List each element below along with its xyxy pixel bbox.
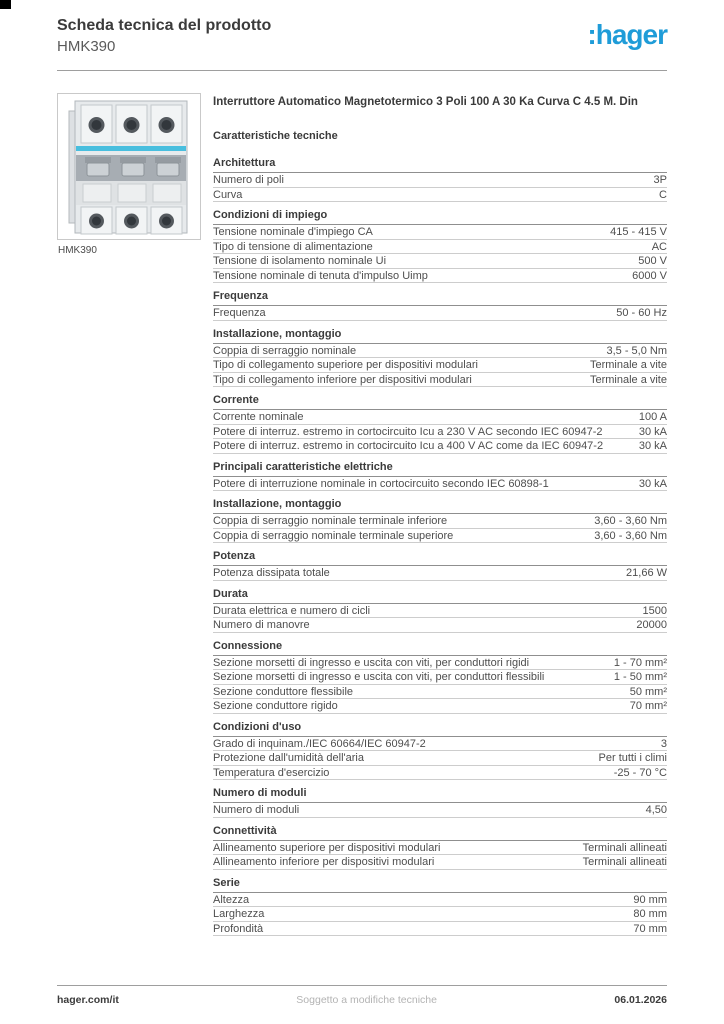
product-code: HMK390 bbox=[57, 38, 116, 55]
spec-value: 70 mm bbox=[633, 922, 667, 935]
spec-label: Grado di inquinam./IEC 60664/IEC 60947-2 bbox=[213, 737, 426, 750]
spec-label: Numero di manovre bbox=[213, 619, 310, 631]
spec-row bbox=[213, 344, 667, 359]
spec-label: Curva bbox=[213, 188, 243, 201]
section-heading: Architettura bbox=[213, 158, 667, 173]
section-heading: Installazione, montaggio bbox=[213, 329, 667, 344]
spec-row bbox=[213, 529, 667, 544]
spec-label: Corrente nominale bbox=[213, 411, 304, 423]
spec-value: 415 - 415 V bbox=[610, 226, 667, 238]
section-heading: Durata bbox=[213, 589, 667, 604]
corner-mark bbox=[0, 0, 11, 9]
spec-row bbox=[213, 514, 667, 529]
spec-row bbox=[213, 751, 667, 766]
spec-row bbox=[213, 685, 667, 700]
product-image bbox=[57, 93, 201, 240]
spec-label: Larghezza bbox=[213, 908, 265, 920]
spec-label: Coppia di serraggio nominale terminale inferiore bbox=[213, 515, 448, 527]
spec-label: Tipo di tensione di alimentazione bbox=[213, 240, 373, 253]
spec-value: 1500 bbox=[642, 604, 667, 617]
spec-value: C bbox=[659, 188, 667, 201]
spec-row bbox=[213, 737, 667, 752]
header-divider bbox=[57, 70, 667, 71]
spec-row bbox=[213, 254, 667, 269]
spec-row bbox=[213, 477, 667, 492]
spec-value: 30 kA bbox=[638, 425, 667, 438]
spec-value: AC bbox=[651, 240, 667, 253]
spec-value: Terminali allineati bbox=[582, 841, 667, 854]
spec-section bbox=[213, 395, 667, 454]
spec-row bbox=[213, 699, 667, 714]
spec-label: Numero di moduli bbox=[213, 804, 300, 816]
spec-value: Terminale a vite bbox=[589, 373, 667, 386]
section-heading: Serie bbox=[213, 878, 667, 893]
spec-row bbox=[213, 306, 667, 321]
spec-label: Coppia di serraggio nominale bbox=[213, 344, 357, 357]
spec-value: 80 mm bbox=[633, 908, 667, 920]
section-heading: Condizioni di impiego bbox=[213, 210, 667, 225]
spec-value: 500 V bbox=[638, 255, 667, 267]
spec-section bbox=[213, 551, 667, 581]
circuit-breaker-illustration bbox=[59, 95, 199, 238]
spec-row bbox=[213, 188, 667, 203]
spec-label: Altezza bbox=[213, 893, 250, 906]
spec-value: 3P bbox=[653, 174, 667, 186]
spec-value: 1 - 70 mm² bbox=[613, 656, 667, 669]
spec-value: 6000 V bbox=[632, 269, 667, 282]
page-footer bbox=[57, 985, 667, 1006]
spec-label: Sezione morsetti di ingresso e uscita con viti, per conduttori rigidi bbox=[213, 656, 530, 669]
spec-row bbox=[213, 803, 667, 818]
spec-row bbox=[213, 566, 667, 581]
spec-label: Protezione dall'umidità dell'aria bbox=[213, 752, 364, 764]
spec-row bbox=[213, 358, 667, 373]
footer-date: 06.01.2026 bbox=[614, 994, 667, 1006]
spec-section bbox=[213, 462, 667, 492]
spec-label: Temperatura d'esercizio bbox=[213, 766, 330, 779]
spec-section bbox=[213, 210, 667, 283]
spec-section bbox=[213, 826, 667, 870]
hager-logo: :hager bbox=[587, 19, 667, 50]
spec-label: Tensione di isolamento nominale Ui bbox=[213, 255, 387, 267]
spec-label: Allineamento superiore per dispositivi modulari bbox=[213, 841, 441, 854]
section-heading: Condizioni d'uso bbox=[213, 722, 667, 737]
spec-section bbox=[213, 722, 667, 781]
spec-content bbox=[213, 95, 667, 944]
spec-label: Potere di interruz. estremo in cortocircuito Icu a 230 V AC secondo IEC 60947-2 bbox=[213, 425, 603, 438]
spec-value: 50 mm² bbox=[629, 685, 667, 698]
spec-value: 4,50 bbox=[645, 804, 667, 816]
spec-label: Tipo di collegamento inferiore per dispositivi modulari bbox=[213, 373, 472, 386]
spec-label: Sezione conduttore flessibile bbox=[213, 685, 354, 698]
spec-value: 70 mm² bbox=[629, 700, 667, 712]
spec-value: 21,66 W bbox=[626, 567, 667, 579]
spec-label: Tipo di collegamento superiore per dispositivi modulari bbox=[213, 359, 478, 371]
spec-row bbox=[213, 766, 667, 781]
section-heading: Principali caratteristiche elettriche bbox=[213, 462, 667, 477]
spec-section bbox=[213, 641, 667, 714]
spec-row bbox=[213, 922, 667, 937]
spec-value: 30 kA bbox=[638, 477, 667, 490]
spec-label: Potere di interruz. estremo in cortocircuito Icu a 400 V AC come da IEC 60947-2 bbox=[213, 440, 604, 452]
section-heading: Frequenza bbox=[213, 291, 667, 306]
spec-section bbox=[213, 878, 667, 937]
spec-row bbox=[213, 225, 667, 240]
spec-label: Numero di poli bbox=[213, 174, 284, 186]
page-header bbox=[57, 16, 667, 56]
spec-row bbox=[213, 893, 667, 908]
spec-value: 20000 bbox=[636, 619, 667, 631]
footer-website: hager.com/it bbox=[57, 994, 119, 1006]
spec-label: Durata elettrica e numero di cicli bbox=[213, 604, 371, 617]
spec-value: 50 - 60 Hz bbox=[616, 307, 667, 319]
spec-row bbox=[213, 373, 667, 388]
spec-row bbox=[213, 604, 667, 619]
spec-label: Allineamento inferiore per dispositivi modulari bbox=[213, 856, 435, 868]
spec-sections bbox=[213, 158, 667, 936]
spec-value: -25 - 70 °C bbox=[613, 766, 667, 779]
spec-label: Sezione morsetti di ingresso e uscita con viti, per conduttori flessibili bbox=[213, 671, 545, 683]
spec-value: 3,60 - 3,60 Nm bbox=[594, 529, 667, 542]
spec-label: Profondità bbox=[213, 922, 264, 935]
tech-characteristics-heading: Caratteristiche tecniche bbox=[213, 130, 338, 142]
spec-row bbox=[213, 410, 667, 425]
spec-row bbox=[213, 425, 667, 440]
section-heading: Connessione bbox=[213, 641, 667, 656]
section-heading: Potenza bbox=[213, 551, 667, 566]
spec-row bbox=[213, 439, 667, 454]
spec-value: 100 A bbox=[638, 411, 667, 423]
spec-value: 3,5 - 5,0 Nm bbox=[606, 344, 667, 357]
spec-section bbox=[213, 291, 667, 321]
section-heading: Numero di moduli bbox=[213, 788, 667, 803]
spec-label: Sezione conduttore rigido bbox=[213, 700, 338, 712]
spec-row bbox=[213, 656, 667, 671]
footer-disclaimer: Soggetto a modifiche tecniche bbox=[296, 994, 437, 1006]
page-title: Scheda tecnica del prodotto bbox=[57, 17, 272, 34]
spec-row bbox=[213, 670, 667, 685]
spec-label: Tensione nominale di tenuta d'impulso Uimp bbox=[213, 269, 428, 282]
spec-value: Terminale a vite bbox=[589, 359, 667, 371]
product-title: Interruttore Automatico Magnetotermico 3 Poli 100 A 30 Ka Curva C 4.5 M. Din bbox=[213, 96, 638, 108]
spec-value: 30 kA bbox=[638, 440, 667, 452]
spec-section bbox=[213, 788, 667, 818]
spec-section bbox=[213, 499, 667, 543]
spec-section bbox=[213, 158, 667, 202]
spec-value: 90 mm bbox=[633, 893, 667, 906]
spec-label: Tensione nominale d'impiego CA bbox=[213, 226, 373, 238]
spec-value: 1 - 50 mm² bbox=[613, 671, 667, 683]
spec-label: Potere di interruzione nominale in cortocircuito secondo IEC 60898-1 bbox=[213, 477, 549, 490]
section-heading: Installazione, montaggio bbox=[213, 499, 667, 514]
section-heading: Corrente bbox=[213, 395, 667, 410]
spec-label: Potenza dissipata totale bbox=[213, 567, 330, 579]
spec-row bbox=[213, 907, 667, 922]
spec-row bbox=[213, 240, 667, 255]
section-heading: Connettività bbox=[213, 826, 667, 841]
spec-value: 3,60 - 3,60 Nm bbox=[594, 515, 667, 527]
spec-label: Coppia di serraggio nominale terminale superiore bbox=[213, 529, 454, 542]
spec-value: 3 bbox=[660, 737, 667, 750]
spec-row bbox=[213, 618, 667, 633]
spec-row bbox=[213, 841, 667, 856]
spec-row bbox=[213, 173, 667, 188]
spec-value: Per tutti i climi bbox=[598, 752, 667, 764]
spec-row bbox=[213, 855, 667, 870]
spec-value: Terminali allineati bbox=[582, 856, 667, 868]
product-image-caption: HMK390 bbox=[58, 245, 97, 256]
spec-section bbox=[213, 329, 667, 388]
spec-section bbox=[213, 589, 667, 633]
spec-row bbox=[213, 269, 667, 284]
spec-label: Frequenza bbox=[213, 307, 266, 319]
